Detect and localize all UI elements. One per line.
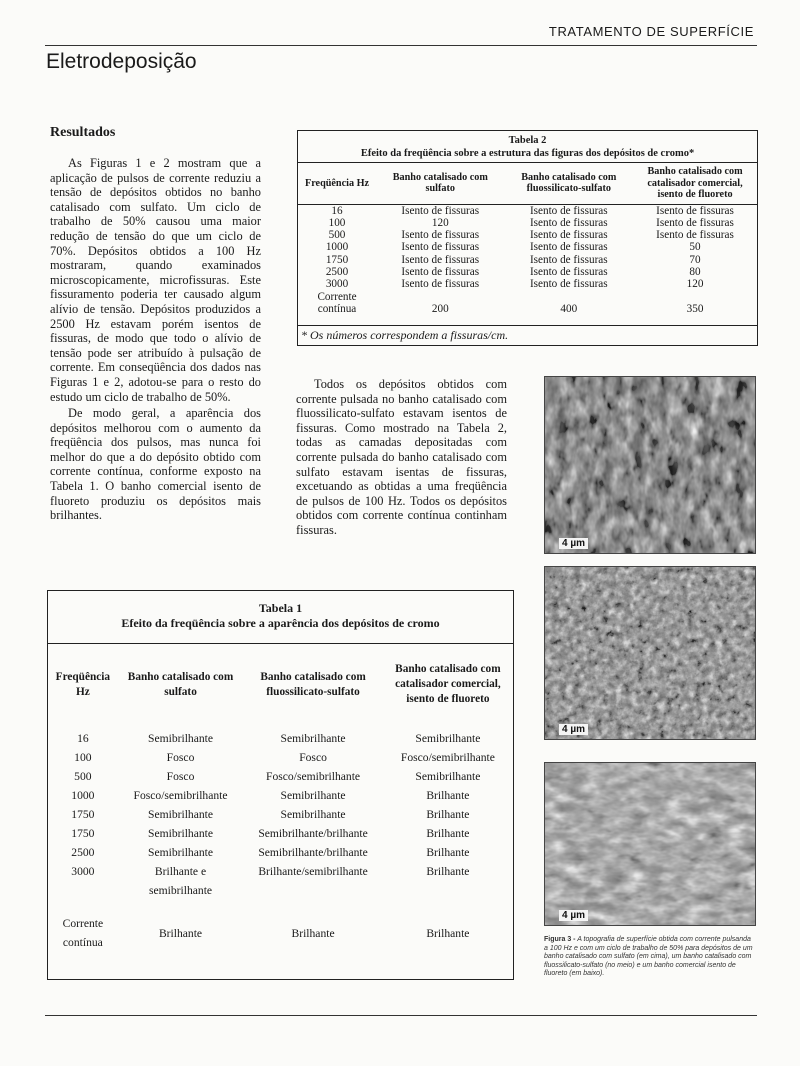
text-column-left (50, 156, 261, 523)
table-2-title: Tabela 2 (508, 135, 547, 146)
table-cell: Corrente contínua (317, 290, 357, 315)
table-cell: 2500 (71, 846, 95, 859)
column-header: Banho catalisado com fluossilicato-sulfato (505, 163, 634, 205)
table-1-subtitle: Efeito da freqüência sobre a aparência dos depósitos de cromo (121, 616, 440, 630)
table-cell: Fosco/semibrilhante (133, 789, 228, 802)
table-cell: Corrente contínua (62, 917, 104, 949)
table-cell: Semibrilhante/brilhante (258, 846, 368, 859)
table-cell: 1750 (71, 827, 95, 840)
column-header: Freqüência Hz (55, 670, 111, 698)
table-cell: 50 (689, 241, 701, 254)
table-row (298, 229, 757, 241)
table-cell: Isento de fissuras (529, 278, 608, 291)
table-cell: Semibrilhante (148, 846, 214, 859)
table-cell: 500 (74, 770, 92, 783)
table-row (298, 291, 757, 316)
table-cell: Semibrilhante (148, 827, 214, 840)
table-2-subtitle: Efeito da freqüência sobre a estrutura das figuras dos depósitos de cromo* (360, 148, 695, 159)
figure-caption-label: Figura 3 - (544, 936, 576, 943)
table-cell: Brilhante (291, 926, 335, 940)
table-cell: Isento de fissuras (401, 204, 480, 217)
column-header: Banho catalisado com sulfato (376, 163, 505, 205)
scale-bar-label: 4 µm (559, 538, 588, 549)
table-cell: 3000 (71, 865, 95, 878)
column-header: Banho catalisado com catalisador comercial, isento de fluoreto (395, 663, 501, 705)
table-cell: 120 (431, 216, 449, 229)
table-cell: Fosco/semibrilhante (266, 770, 361, 783)
table-cell: Semibrilhante/brilhante (258, 827, 368, 840)
table-1-title: Tabela 1 (258, 601, 303, 615)
table-cell: Isento de fissuras (401, 278, 480, 291)
table-cell: 200 (431, 302, 449, 315)
micrograph-bottom-image (545, 763, 755, 925)
table-cell: 3000 (325, 278, 349, 291)
table-row (48, 729, 513, 748)
table-cell: 1750 (71, 808, 95, 821)
scale-bar-label: 4 µm (559, 910, 588, 921)
table-cell: Semibrilhante (415, 770, 481, 783)
paragraph: As Figuras 1 e 2 mostram que a aplicação de pulsos de corrente reduziu a tensão de depósitos obtidos no banho catalisado com sulfato. Um ciclo de trabalho de 50% causou uma maior redução de tensão do que um ciclo de 70%. Depósitos obtidos a 100 Hz mostraram, quando examinados microscopicamente, microfissuras. Este fissuramento poderia ter causado algum alívio de tensão. Depósitos produzidos a 2500 Hz estavam porém isentos de fissuras, de modo que todo o alívio de tensão pode ser atribuído à pulsação de corrente. Em conseqüência dos dados nas Figuras 1 e 2, adotou-se para o resto do estudo um ciclo de trabalho de 50%. (50, 156, 261, 404)
table-spacer (48, 900, 513, 914)
table-1-caption (48, 591, 513, 644)
header-rule (45, 45, 757, 46)
table-cell: 70 (689, 253, 701, 266)
table-cell: Isento de fissuras (529, 216, 608, 229)
table-2-footnote: * Os números correspondem a fissuras/cm. (298, 325, 757, 345)
table-cell: Brilhante (426, 827, 470, 840)
table-2-caption (298, 134, 757, 160)
table-cell: Fosco (299, 751, 327, 764)
footer-rule (45, 1015, 757, 1016)
table-cell: 120 (686, 278, 704, 291)
table-2 (297, 130, 758, 346)
table-cell: Isento de fissuras (656, 204, 734, 217)
column-header: Banho catalisado com catalisador comercial, isento de fluoreto (633, 163, 757, 205)
micrograph-middle (544, 566, 756, 740)
table-row (48, 767, 513, 786)
table-cell: Fosco (166, 751, 195, 764)
table-cell: Isento de fissuras (656, 216, 734, 229)
column-header: Freqüência Hz (298, 163, 376, 205)
table-cell: 100 (74, 751, 92, 764)
results-heading: Resultados (50, 125, 116, 140)
table-cell: Isento de fissuras (401, 265, 480, 278)
table-cell: Isento de fissuras (529, 265, 608, 278)
table-cell: Semibrilhante (280, 789, 346, 802)
table-cell: Isento de fissuras (529, 241, 608, 254)
table-cell: Isento de fissuras (401, 229, 480, 242)
section-label: TRATAMENTO DE SUPERFÍCIE (548, 24, 754, 39)
table-cell: Isento de fissuras (401, 241, 480, 254)
text-column-middle (296, 377, 507, 538)
table-cell: 1000 (325, 241, 349, 254)
table-row (48, 824, 513, 843)
table-row (298, 204, 757, 217)
table-cell: Brilhante e semibrilhante (148, 865, 213, 897)
table-cell: Brilhante (158, 926, 203, 940)
table-row (298, 254, 757, 266)
table-cell: Brilhante (426, 926, 470, 940)
table-cell: Fosco/semibrilhante (400, 751, 495, 764)
table-cell: Semibrilhante (280, 732, 346, 745)
table-cell: 350 (686, 302, 704, 315)
table-cell: Semibrilhante (148, 808, 214, 821)
table-cell: Brilhante/semibrilhante (258, 865, 368, 878)
column-header: Banho catalisado com sulfato (127, 670, 234, 698)
table-cell: 500 (328, 229, 346, 242)
column-header: Banho catalisado com fluossilicato-sulfato (260, 670, 366, 698)
table-cell: Isento de fissuras (529, 253, 608, 266)
table-cell: Isento de fissuras (656, 229, 734, 242)
table-row (298, 241, 757, 253)
table-cell: 80 (689, 265, 701, 278)
table-row (298, 278, 757, 290)
table-cell: Isento de fissuras (401, 253, 480, 266)
table-row (48, 748, 513, 767)
table-row (298, 266, 757, 278)
table-row (48, 843, 513, 862)
table-cell: Semibrilhante (280, 808, 346, 821)
table-cell: Isento de fissuras (529, 229, 608, 242)
paragraph: Todos os depósitos obtidos com corrente pulsada no banho catalisado com fluossilicato-sulfato estavam isentos de fissuras. Como mostrado na Tabela 2, todas as camadas depositadas com corrente pulsada do banho catalisado com sulfato estavam isentas de fissuras, excetuando as obtidas a uma freqüência de pulsos de 100 Hz. Todos os depósitos obtidos com corrente contínua continham fissuras. (296, 377, 507, 537)
table-1 (47, 590, 514, 980)
table-cell: Brilhante (426, 789, 470, 802)
figure-caption-text: A topografia de superfície obtida com corrente pulsanda a 100 Hz e com um ciclo de trabalho de 50% para depósitos de um banho catalisado com sulfato (em cima), um banho catalisado com fluossilicato-sulfato (no meio) e um banho comercial isento de fluoreto (em baixo). (544, 936, 753, 978)
table-row (48, 914, 513, 952)
table-cell: Fosco (166, 770, 195, 783)
table-cell: 400 (560, 302, 578, 315)
table-1-grid (48, 644, 513, 952)
table-row (48, 805, 513, 824)
table-row (48, 786, 513, 805)
micrograph-top (544, 376, 756, 554)
table-cell: 1000 (71, 789, 95, 802)
table-row (48, 862, 513, 900)
table-cell: 2500 (325, 265, 349, 278)
table-cell: Isento de fissuras (529, 204, 608, 217)
table-cell: 16 (331, 204, 343, 217)
table-cell: 1750 (325, 253, 349, 266)
table-cell: Semibrilhante (148, 732, 214, 745)
page-title: Eletrodeposição (46, 50, 197, 73)
micrograph-top-image (545, 377, 755, 553)
table-row (298, 217, 757, 229)
table-2-grid (298, 162, 757, 315)
table-cell: 100 (328, 216, 346, 229)
micrograph-bottom (544, 762, 756, 926)
table-cell: Brilhante (426, 865, 470, 878)
table-cell: Brilhante (426, 808, 470, 821)
micrograph-middle-image (545, 567, 755, 739)
table-cell: Semibrilhante (415, 732, 481, 745)
figure-caption (544, 936, 756, 979)
paragraph: De modo geral, a aparência dos depósitos melhorou com o aumento da freqüência dos pulsos, mas nunca foi melhor do que a do depósito obtido com corrente contínua, conforme exposto na Tabela 1. O banho comercial isento de fluoreto produziu os depósitos mais brilhantes. (50, 406, 261, 523)
table-cell: 16 (77, 732, 89, 745)
table-cell: Brilhante (426, 846, 470, 859)
scale-bar-label: 4 µm (559, 724, 588, 735)
